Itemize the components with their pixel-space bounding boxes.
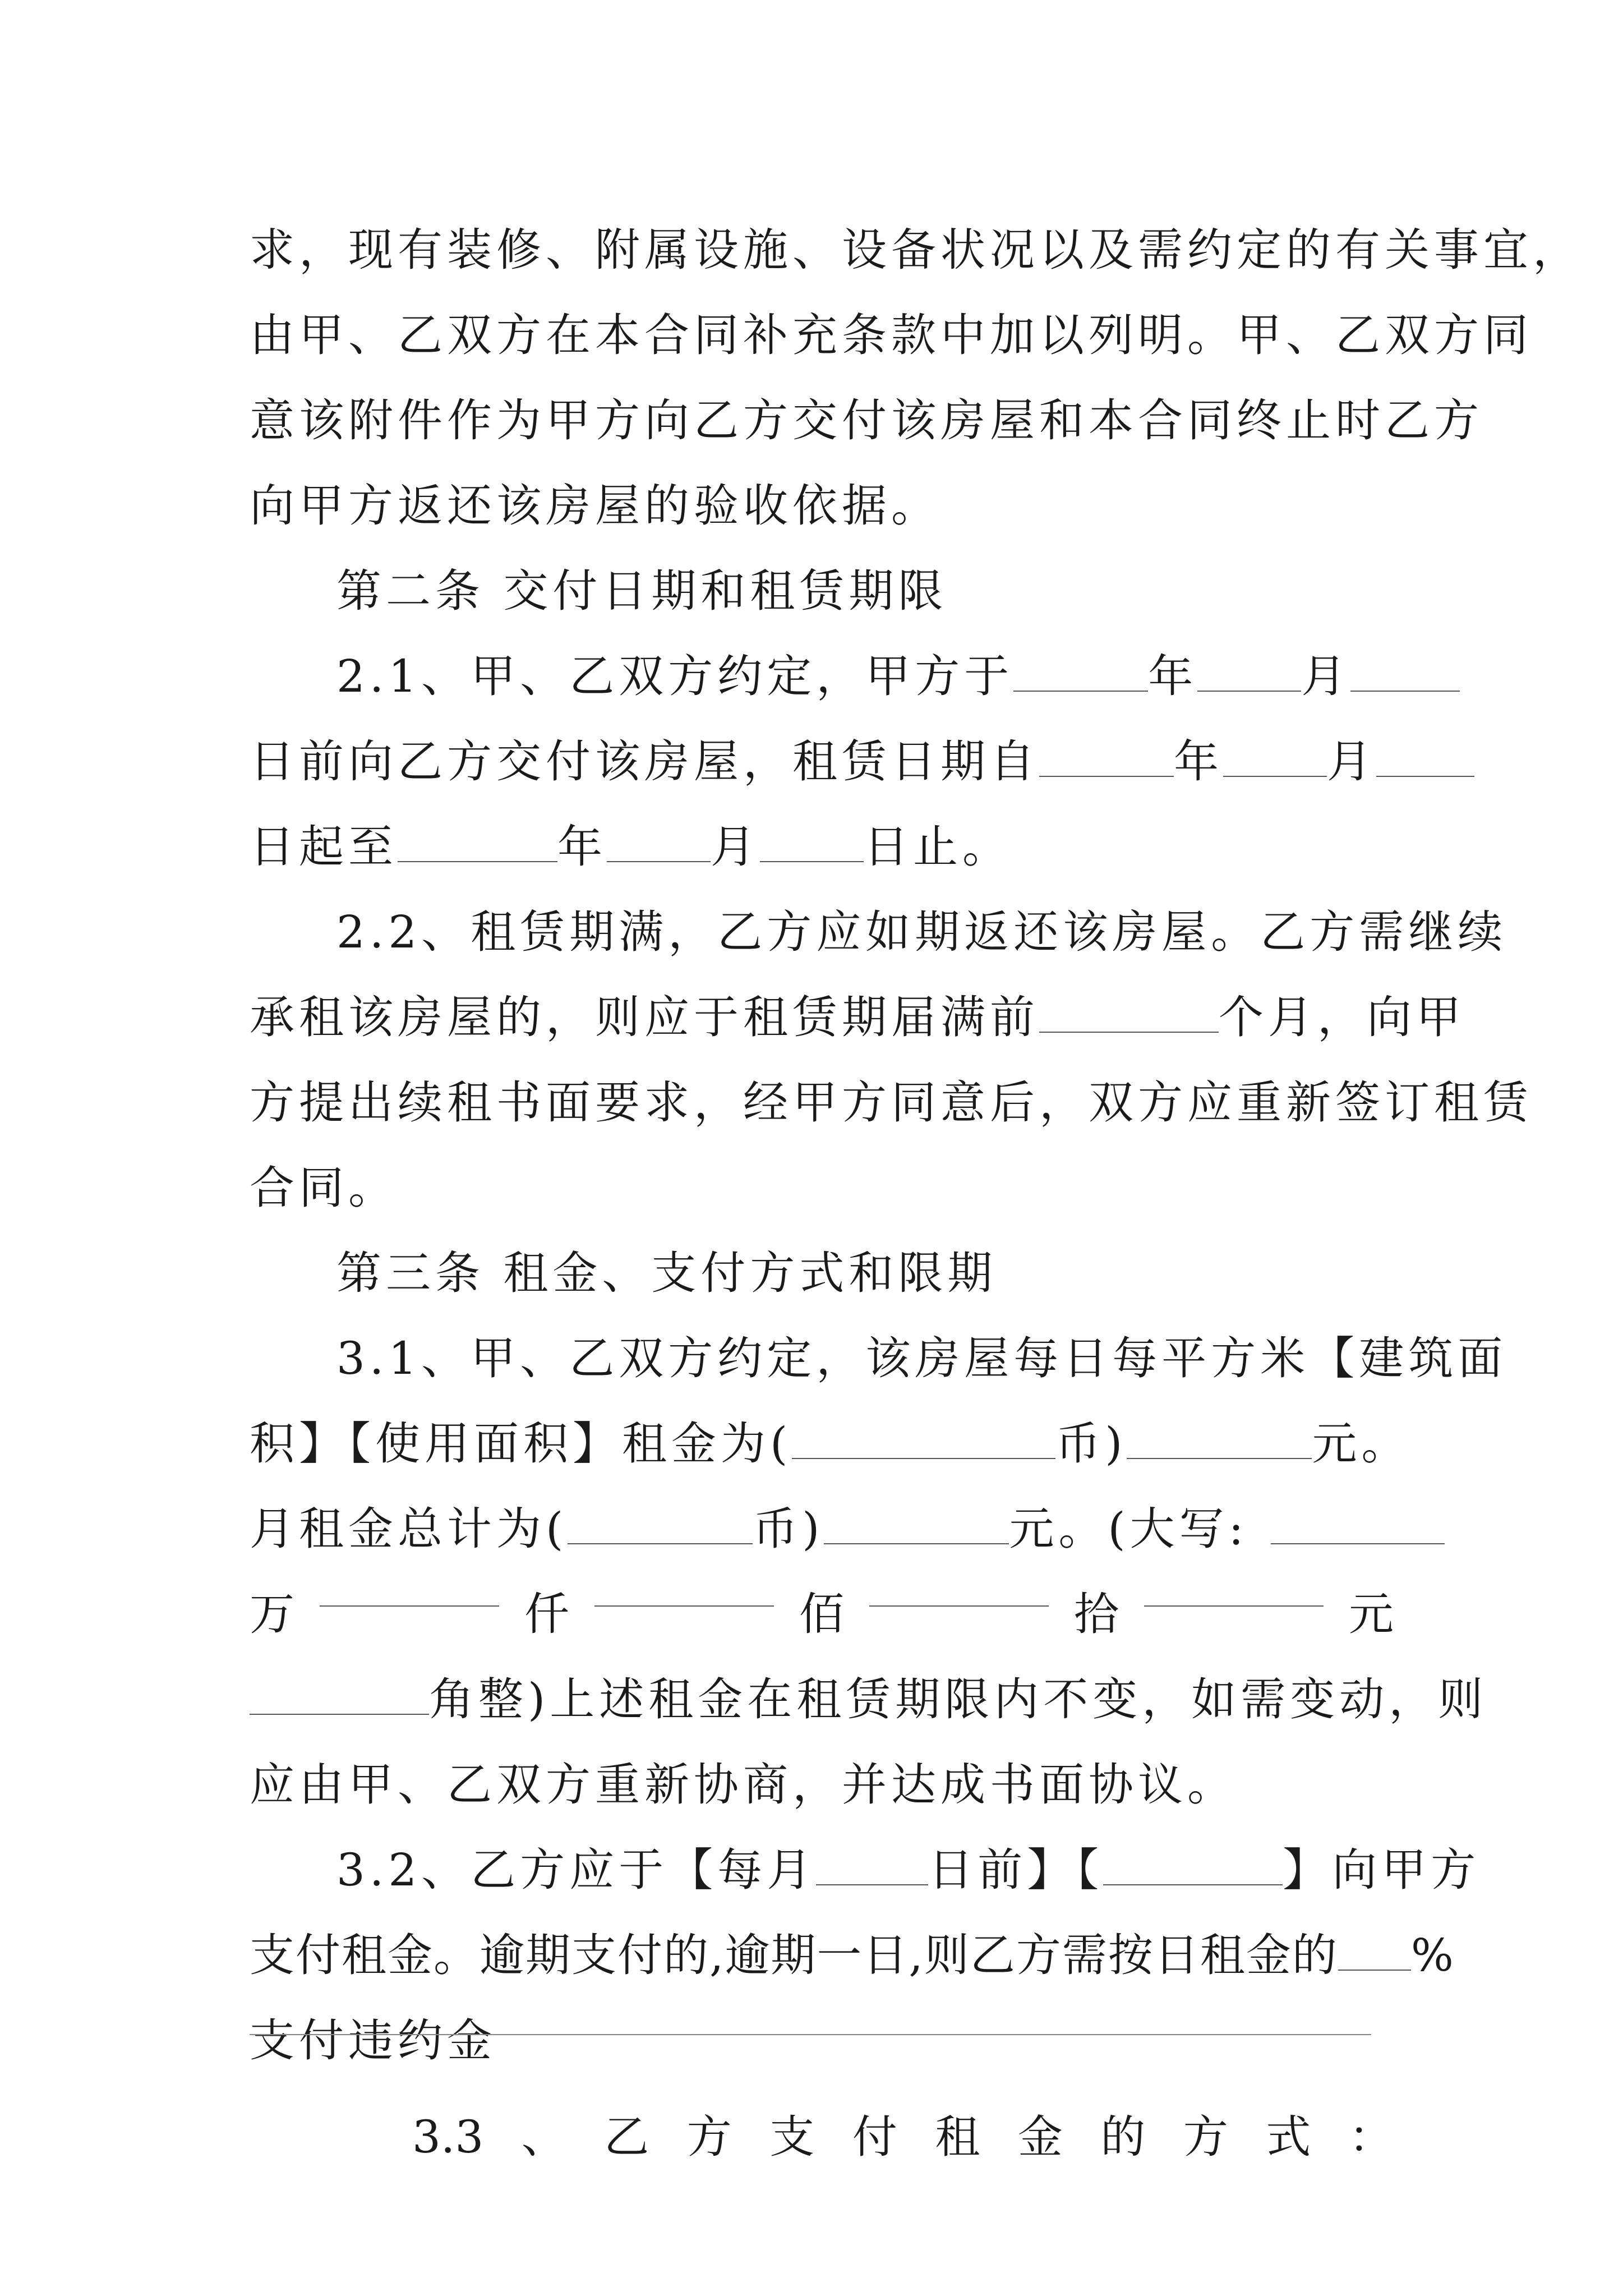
paragraph-line: 求，现有装修、附属设施、设备状况以及需约定的有关事宜， — [250, 224, 1582, 276]
clause-3-3-line-1 — [250, 2095, 1394, 2180]
clause-text: 角整)上述租金在租赁期限内不变，如需变动，则 — [429, 1673, 1488, 1726]
clause-text: 年 — [1148, 650, 1198, 702]
blank-bai[interactable] — [869, 1572, 1049, 1607]
blank-pay-other[interactable] — [1103, 1851, 1283, 1885]
paragraph-line: 向甲方返还该房屋的验收依据。 — [250, 480, 940, 532]
clause-text: 承租该房屋的，则应于租赁期届满前 — [250, 991, 1039, 1043]
unit-shi: 拾 — [1074, 1588, 1119, 1640]
unit-qian: 仟 — [524, 1588, 569, 1640]
clause-char: 式 — [1266, 2111, 1311, 2163]
clause-text: 3.2、乙方应于【每月 — [336, 1844, 817, 1896]
blank-year[interactable] — [1039, 742, 1174, 777]
clause-text: 元。(大写: — [1009, 1503, 1248, 1555]
unit-wan: 万 — [250, 1588, 294, 1640]
blank-pay-day[interactable] — [816, 1851, 928, 1885]
clause-text: 日前向乙方交付该房屋，租赁日期自 — [250, 735, 1039, 788]
blank-amount[interactable] — [824, 1510, 1009, 1544]
clause-text: 个月，向甲 — [1219, 991, 1465, 1043]
clause-2-2-line-2 — [250, 975, 1465, 1060]
blank-day[interactable] — [1376, 742, 1474, 777]
clause-text: 日前】【 — [928, 1844, 1104, 1896]
blank-penalty-rate[interactable] — [1338, 1936, 1411, 1971]
clause-text: 月租金总计为( — [250, 1503, 568, 1555]
clause-3-2-line-2 — [250, 1913, 1455, 1998]
clause-3-1-line-2 — [250, 1401, 1411, 1487]
clause-2-1-line-3 — [250, 804, 1394, 890]
clause-text: 积】【使用面积】租金为( — [250, 1418, 792, 1470]
clause-char: 付 — [852, 2111, 897, 2163]
clause-3-2-line-3: 支付违约金 — [250, 2014, 496, 2067]
article-heading-3: 第三条 租金、支付方式和限期 — [336, 1247, 997, 1299]
blank-month[interactable] — [1223, 742, 1327, 777]
clause-text: 日止。 — [864, 821, 1012, 873]
clause-char: 方 — [1183, 2111, 1228, 2163]
clause-char: ： — [1348, 2111, 1394, 2163]
clause-text: 币) — [753, 1503, 824, 1555]
paragraph-line: 意该附件作为甲方向乙方交付该房屋和本合同终止时乙方 — [250, 394, 1483, 447]
clause-3-2-line-1 — [250, 1828, 1481, 1913]
clause-text: 年 — [1174, 735, 1223, 788]
blank-wan[interactable] — [320, 1572, 499, 1607]
clause-text: 月 — [1301, 650, 1351, 702]
blank-month[interactable] — [607, 827, 711, 862]
clause-text: % — [1410, 1929, 1455, 1981]
clause-char: 金 — [1017, 2111, 1063, 2163]
clause-char: 方 — [686, 2111, 732, 2163]
clause-char: 支 — [769, 2111, 815, 2163]
article-heading-2: 第二条 交付日期和租赁期限 — [336, 565, 948, 617]
clause-2-2-line-4: 合同。 — [250, 1162, 398, 1214]
clause-text: 】向甲方 — [1283, 1844, 1481, 1896]
clause-char: 乙 — [604, 2111, 649, 2163]
clause-char: 租 — [935, 2111, 980, 2163]
clause-2-1-line-2 — [250, 719, 1394, 804]
clause-text: 月 — [1327, 735, 1376, 788]
unit-bai: 佰 — [799, 1588, 844, 1640]
clause-3-1-line-5 — [250, 1657, 1488, 1742]
blank-qian[interactable] — [594, 1572, 774, 1607]
clause-text: 年 — [557, 821, 607, 873]
blank-shi[interactable] — [1144, 1572, 1324, 1607]
clause-3-1-line-4 — [250, 1572, 1394, 1657]
blank-day[interactable] — [760, 827, 864, 862]
blank-amount-words[interactable] — [1271, 1510, 1445, 1544]
blank-payment-method-line[interactable] — [250, 2034, 1371, 2035]
blank-months[interactable] — [1039, 998, 1219, 1033]
blank-amount[interactable] — [1127, 1424, 1312, 1459]
clause-text: 月 — [711, 821, 760, 873]
clause-3-1-line-3 — [250, 1487, 1394, 1572]
clause-2-2-line-1: 2.2、租赁期满，乙方应如期返还该房屋。乙方需继续 — [336, 906, 1507, 958]
blank-year[interactable] — [398, 827, 557, 862]
clause-3-1-line-1: 3.1、甲、乙双方约定，该房屋每日每平方米【建筑面 — [336, 1332, 1507, 1384]
clause-text: 支付租金。逾期支付的,逾期一日,则乙方需按日租金的 — [250, 1929, 1338, 1981]
blank-day[interactable] — [1350, 657, 1460, 692]
clause-char: 、 — [521, 2111, 566, 2163]
blank-jiao[interactable] — [250, 1680, 429, 1715]
clause-3-1-line-6: 应由甲、乙双方重新协商，并达成书面协议。 — [250, 1759, 1237, 1811]
paragraph-line: 由甲、乙双方在本合同补充条款中加以列明。甲、乙双方同 — [250, 309, 1533, 361]
clause-text: 日起至 — [250, 821, 398, 873]
clause-2-1-line-1 — [250, 634, 1394, 719]
contract-page — [250, 208, 1582, 2180]
clause-text: 元。 — [1312, 1418, 1411, 1470]
clause-text: 2.1、甲、乙双方约定，甲方于 — [336, 650, 1014, 702]
unit-yuan: 元 — [1349, 1588, 1394, 1640]
blank-currency[interactable] — [568, 1510, 753, 1544]
clause-char: 3.3 — [412, 2111, 484, 2163]
blank-currency[interactable] — [792, 1424, 1055, 1459]
clause-text: 币) — [1055, 1418, 1127, 1470]
blank-year[interactable] — [1013, 657, 1148, 692]
clause-2-2-line-3: 方提出续租书面要求，经甲方同意后，双方应重新签订租赁 — [250, 1076, 1533, 1129]
clause-char: 的 — [1100, 2111, 1146, 2163]
blank-month[interactable] — [1197, 657, 1301, 692]
